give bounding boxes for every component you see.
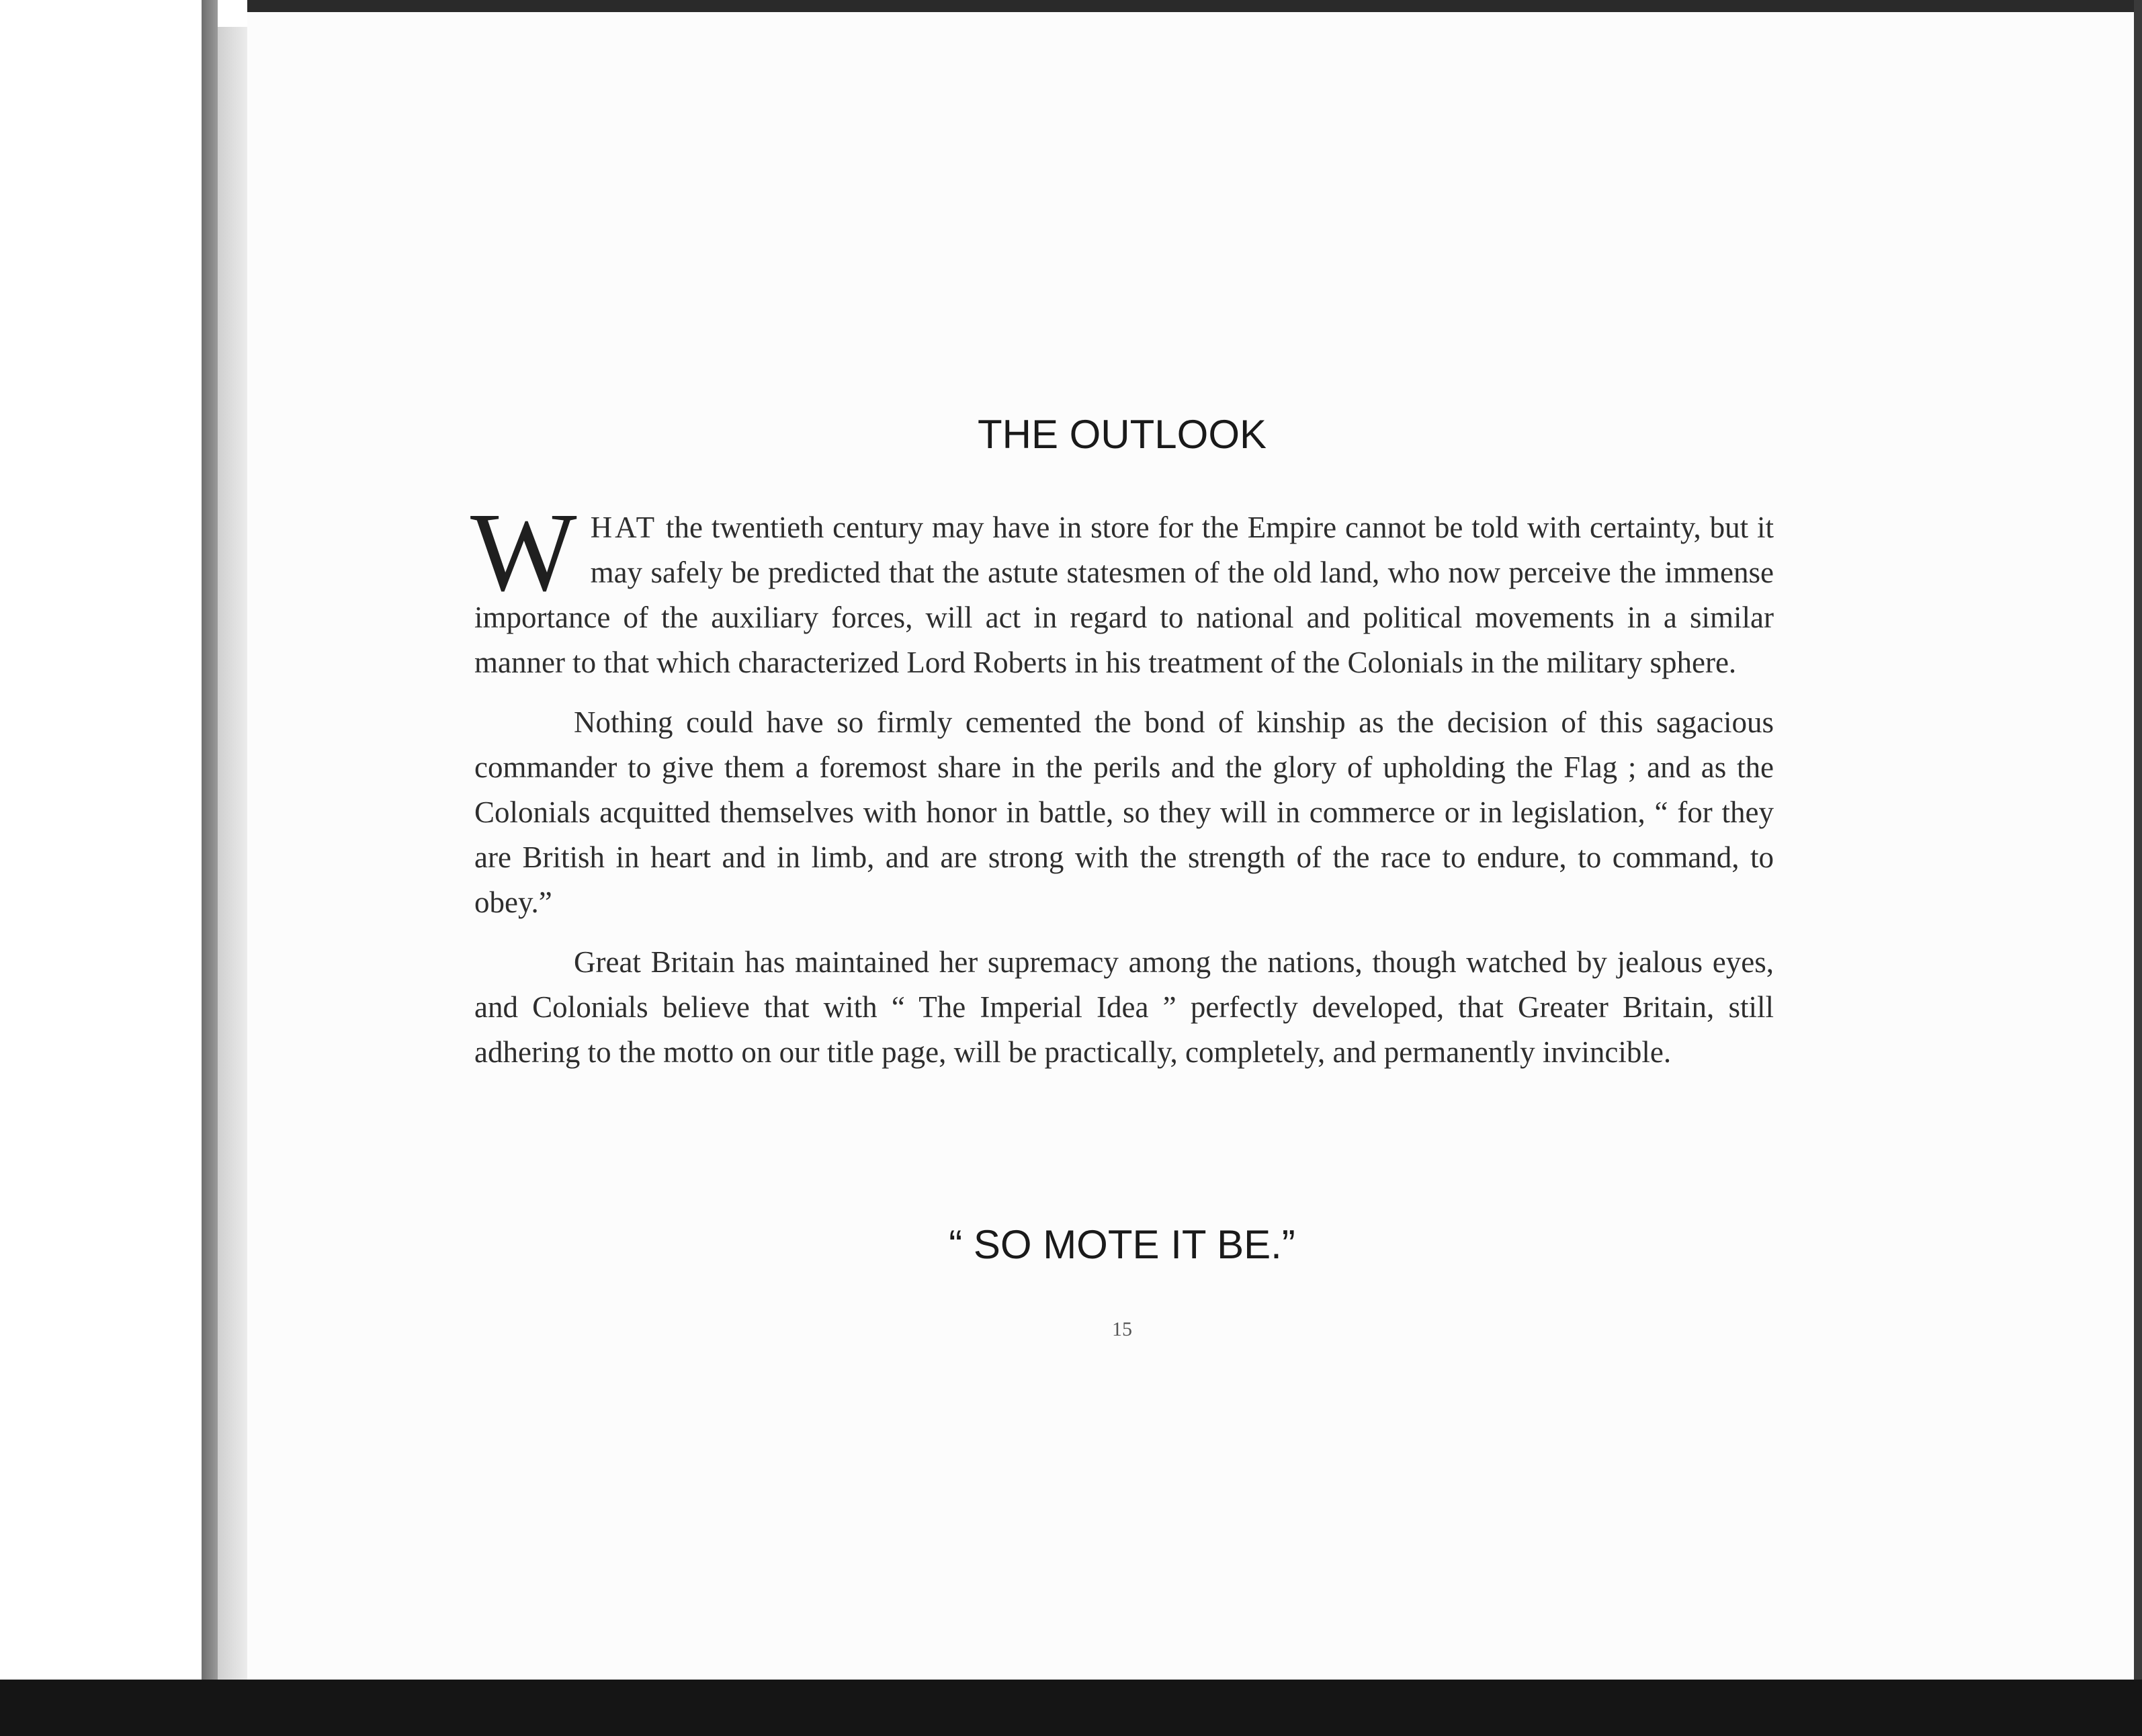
top-scan-border (247, 0, 2142, 12)
paragraph-1 (470, 490, 1774, 685)
page-number: 15 (1112, 1318, 1132, 1340)
closing-line: “ SO MOTE IT BE.” (949, 1222, 1295, 1267)
drop-cap: W (470, 490, 577, 615)
body-text (470, 490, 1774, 1090)
paragraph-1-text: the twentieth century may have in store for the Empire cannot be told with certainty, but it may safely be predicted that the astute statesmen of the old land, who now perceive the immense importance of the auxiliary forces, will act in regard to national and political movements in a similar manner to that which characterized Lord Roberts in his treatment of the Colonials in the military sphere. (474, 511, 1774, 679)
paragraph-3: Great Britain has maintained her supremacy among the nations, though watched by jealous eyes, and Colonials believe that with “ The Imperial Idea ” perfectly developed, that Greater Britain, still adhering to the motto on our title page, will be practically, completely, and permanently invincible. (474, 945, 1774, 1069)
binding-gutter-shadow (202, 0, 218, 1680)
page-title: THE OUTLOOK (977, 412, 1267, 457)
binding-gutter (218, 27, 247, 1680)
bottom-scan-border (0, 1680, 2142, 1736)
paragraph-1-lead: HAT (590, 511, 658, 544)
paragraph-2: Nothing could have so firmly cemented the bond of kinship as the decision of this sagacious commander to give them a foremost share in the perils and the glory of upholding the Flag ; and as the Colonials acquitted themselves with honor in battle, so they will in commerce or in legislation, “ for they are British in heart and in limb, and are strong with the strength of the race to endure, to command, to obey.” (474, 705, 1774, 919)
right-scan-border (2134, 0, 2142, 1680)
